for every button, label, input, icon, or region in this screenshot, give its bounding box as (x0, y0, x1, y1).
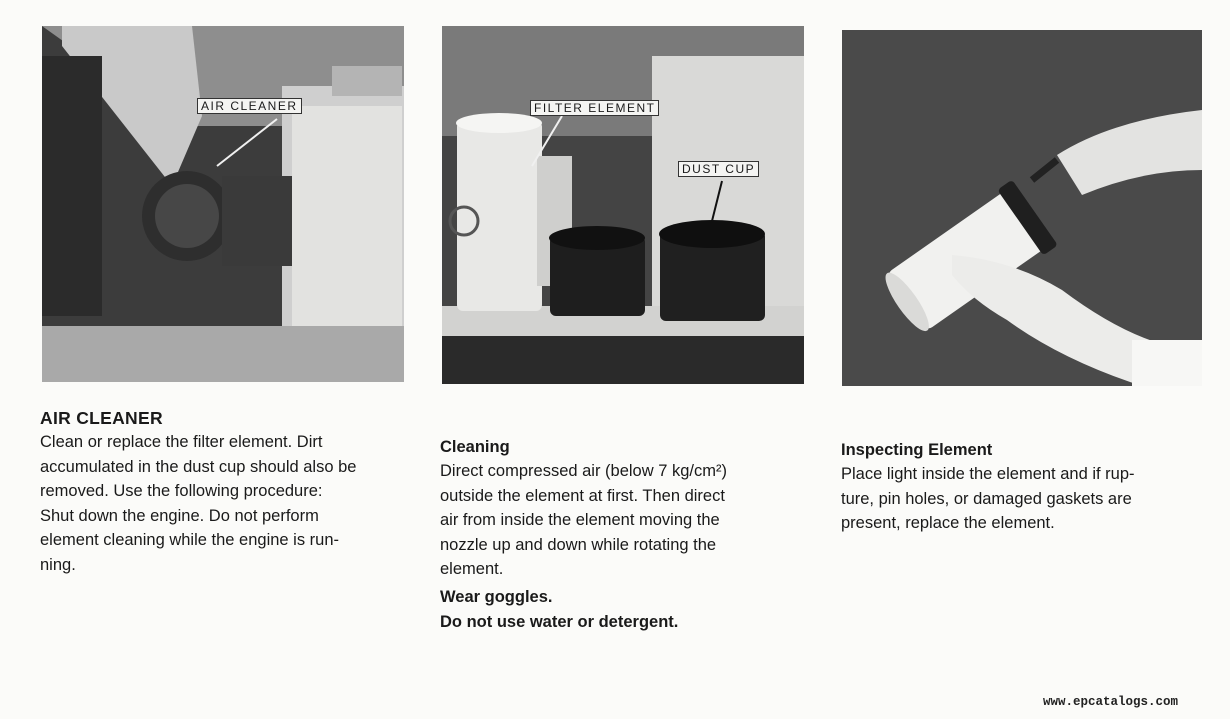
body-line: air from inside the element moving the (440, 511, 720, 530)
body-line: Place light inside the element and if rup- (841, 465, 1135, 483)
body-line: accumulated in the dust cup should also be (40, 457, 357, 476)
warning-no-water: Do not use water or detergent. (440, 612, 679, 631)
section-heading: AIR CLEANER (40, 408, 163, 428)
warning-goggles: Wear goggles. (440, 587, 553, 606)
body-line: Shut down the engine. Do not perform (40, 506, 319, 525)
watermark-link[interactable]: www.epcatalogs.com (1042, 695, 1178, 709)
filter-element-callout: FILTER ELEMENT (530, 100, 659, 116)
dust-cup-callout: DUST CUP (678, 161, 759, 177)
body-line: present, replace the element. (841, 514, 1055, 533)
section-heading: Cleaning (440, 438, 510, 456)
body-line: Direct compressed air (below 7 kg/cm²) (440, 462, 727, 480)
air-cleaner-callout: AIR CLEANER (197, 98, 302, 114)
body-line: ning. (40, 555, 76, 574)
air-cleaner-section (40, 406, 403, 578)
body-line: ture, pin holes, or damaged gaskets are (841, 489, 1132, 508)
air-cleaner-photo (42, 26, 404, 382)
filter-dustcup-photo (442, 26, 804, 384)
inspecting-element-photo (842, 30, 1202, 386)
body-line: Clean or replace the filter element. Dirt (40, 433, 323, 451)
body-line: removed. Use the following procedure: (40, 482, 323, 501)
section-heading: Inspecting Element (841, 441, 993, 459)
body-line: outside the element at first. Then direct (440, 486, 725, 505)
body-line: element. (440, 560, 504, 579)
cleaning-section (440, 435, 803, 634)
inspecting-section (841, 438, 1203, 536)
body-line: nozzle up and down while rotating the (440, 535, 717, 554)
body-line: element cleaning while the engine is run- (40, 531, 340, 550)
